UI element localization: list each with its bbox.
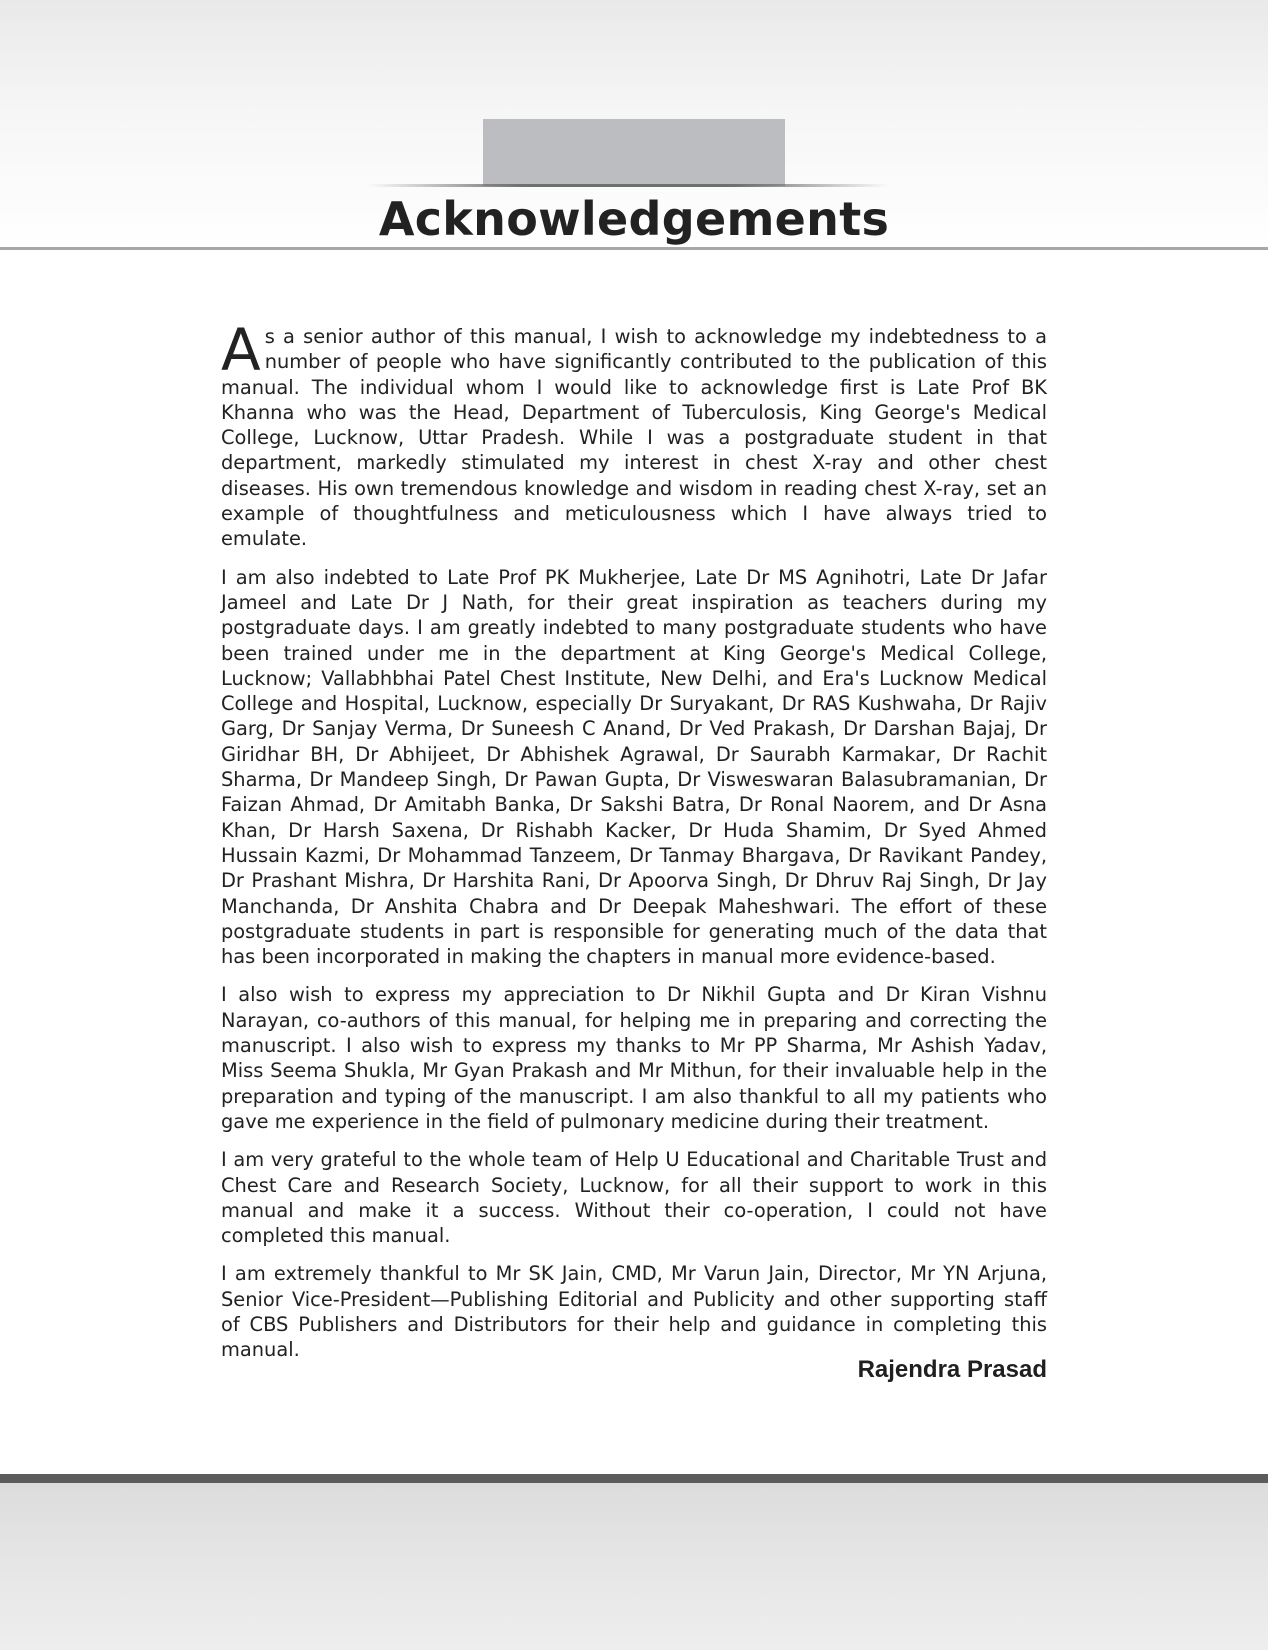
author-signature: Rajendra Prasad xyxy=(857,1356,1047,1383)
paragraph-1 xyxy=(221,316,1047,552)
paragraph-2: I am also indebted to Late Prof PK Mukherjee, Late Dr MS Agnihotri, Late Dr Jafar Jameel and Late Dr J Nath, for their great inspiration as teachers during my postgraduate days. I am greatly indebted to many postgraduate students who have been trained under me in the department at King George's Medical College, Lucknow; Vallabhbhai Patel Chest Institute, New Delhi, and Era's Lucknow Medical College and Hospital, Lucknow, especially Dr Suryakant, Dr RAS Kushwaha, Dr Rajiv Garg, Dr Sanjay Verma, Dr Suneesh C Anand, Dr Ved Prakash, Dr Darshan Bajaj, Dr Giridhar BH, Dr Abhijeet, Dr Abhishek Agrawal, Dr Saurabh Karmakar, Dr Rachit Sharma, Dr Mandeep Singh, Dr Pawan Gupta, Dr Visweswaran Balasubramanian, Dr Faizan Ahmad, Dr Amitabh Banka, Dr Sakshi Batra, Dr Ronal Naorem, and Dr Asna Khan, Dr Harsh Saxena, Dr Rishabh Kacker, Dr Huda Shamim, Dr Syed Ahmed Hussain Kazmi, Dr Mohammad Tanzeem, Dr Tanmay Bhargava, Dr Ravikant Pandey, Dr Prashant Mishra, Dr Harshita Rani, Dr Apoorva Singh, Dr Dhruv Raj Singh, Dr Jay Manchanda, Dr Anshita Chabra and Dr Deepak Maheshwari. The effort of these postgraduate students in part is responsible for generating much of the data that has been incorporated in making the chapters in manual more evidence-based. xyxy=(221,565,1047,969)
paragraph-3: I also wish to express my appreciation to Dr Nikhil Gupta and Dr Kiran Vishnu Narayan, co-authors of this manual, for helping me in preparing and correcting the manuscript. I also wish to express my thanks to Mr PP Sharma, Mr Ashish Yadav, Miss Seema Shukla, Mr Gyan Prakash and Mr Mithun, for their invaluable help in the preparation and typing of the manuscript. I am also thankful to all my patients who gave me experience in the field of pulmonary medicine during their treatment. xyxy=(221,983,1047,1133)
paragraph-4: I am very grateful to the whole team of Help U Educational and Charitable Trust and Chest Care and Research Society, Lucknow, for all their support to work in this manual and make it a success. Without their co-operation, I could not have completed this manual. xyxy=(221,1148,1047,1248)
body-text xyxy=(221,316,1047,1376)
header-decorative-block xyxy=(483,119,785,186)
paragraph-1-text: s a senior author of this manual, I wish to acknowledge my indebtedness to a number of people who have significantly contributed to the publication of this manual. The individual whom I would like to acknowledge first is Late Prof BK Khanna who was the Head, Department of Tuberculosis, King George's Medical College, Lucknow, Uttar Pradesh. While I was a postgraduate student in that department, markedly stimulated my interest in chest X-ray and other chest diseases. His own tremendous knowledge and wisdom in reading chest X-ray, set an example of thoughtfulness and meticulousness which I have always tried to emulate. xyxy=(221,325,1047,551)
page-title: Acknowledgements xyxy=(378,192,890,246)
footer-background xyxy=(0,1483,1268,1650)
drop-cap: A xyxy=(221,316,261,384)
title-divider xyxy=(0,247,1268,250)
footer-bar xyxy=(0,1474,1268,1483)
header-decorative-line xyxy=(368,184,888,187)
paragraph-5: I am extremely thankful to Mr SK Jain, CMD, Mr Varun Jain, Director, Mr YN Arjuna, Senior Vice-President—Publishing Editorial and Publicity and other supporting staff of CBS Publishers and Distributors for their help and guidance in completing this manual. xyxy=(221,1262,1047,1362)
